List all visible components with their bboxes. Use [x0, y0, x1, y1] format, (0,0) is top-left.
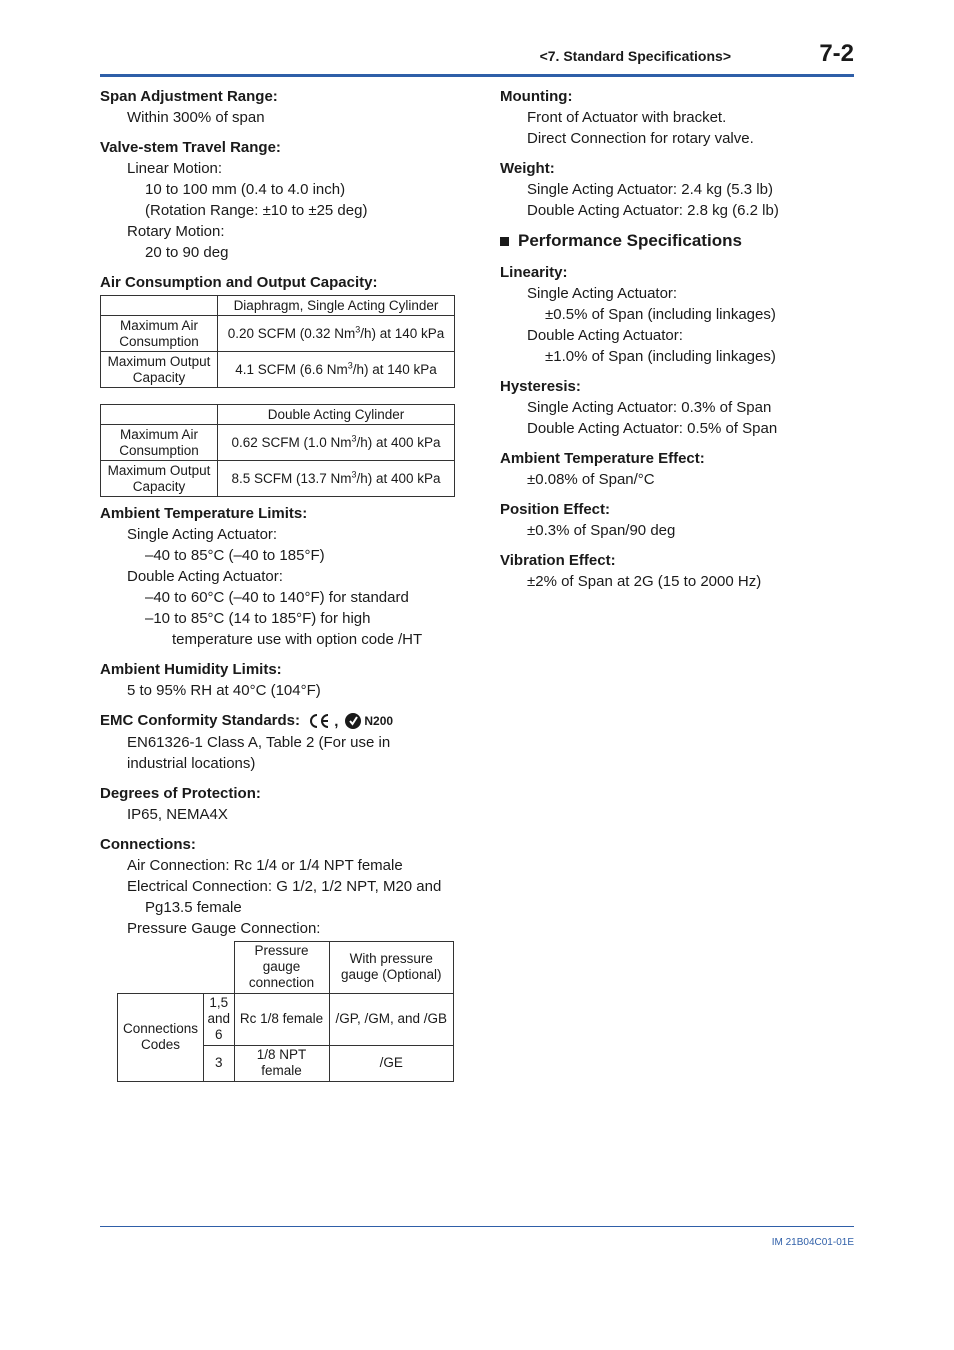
page-number: 7-2 — [819, 40, 854, 67]
position-effect-value: ±0.3% of Span/90 deg — [527, 522, 676, 539]
temp-single-value: –40 to 85°C (–40 to 185°F) — [145, 547, 325, 564]
position-effect-title: Position Effect: — [500, 501, 611, 518]
pressure-gauge-table — [117, 941, 454, 1082]
temp-double-value-2: –10 to 85°C (14 to 185°F) for high — [145, 610, 371, 627]
emc-title-line — [100, 710, 460, 732]
connections-title: Connections: — [100, 835, 196, 853]
col-header: With pressure gauge (Optional) — [329, 941, 454, 993]
temp-double-label: Double Acting Actuator: — [127, 568, 283, 585]
performance-title: Performance Specifications — [518, 231, 742, 250]
row-label: Maximum Output Capacity — [101, 461, 218, 497]
electrical-connection-2: Pg13.5 female — [145, 898, 242, 916]
travel-title: Valve-stem Travel Range: — [100, 139, 281, 156]
row-label: Maximum Air Consumption — [101, 316, 218, 352]
vibration-effect-title: Vibration Effect: — [500, 552, 616, 569]
double-acting-air-table — [100, 404, 455, 497]
mounting-title: Mounting: — [500, 88, 573, 105]
vibration-effect-value: ±2% of Span at 2G (15 to 2000 Hz) — [527, 573, 762, 590]
table-corner — [101, 296, 218, 316]
row-value: 0.20 SCFM (0.32 Nm$^3$/h) at 140 kPa — [218, 316, 455, 352]
ce-mark-icon — [308, 713, 330, 729]
row-label: Maximum Output Capacity — [101, 352, 218, 388]
code-cell: 1,5 and 6 — [204, 993, 235, 1045]
col-header: Pressure gauge connection — [234, 941, 329, 993]
linearity-double-label: Double Acting Actuator: — [527, 327, 683, 344]
temp-double-value-3: temperature use with option code /HT — [172, 631, 423, 648]
document-id: IM 21B04C01-01E — [771, 1237, 854, 1248]
row-label: Maximum Air Consumption — [101, 425, 218, 461]
linearity-single-label: Single Acting Actuator: — [527, 285, 678, 302]
span-title: Span Adjustment Range: — [100, 88, 278, 105]
mounting-line-1: Front of Actuator with bracket. — [527, 109, 727, 126]
emc-title: EMC Conformity Standards: — [100, 712, 301, 729]
mounting-line-2: Direct Connection for rotary valve. — [527, 130, 754, 147]
linearity-single-value: ±0.5% of Span (including linkages) — [545, 306, 776, 323]
linear-rotation: (Rotation Range: ±10 to ±25 deg) — [145, 202, 368, 219]
row-group-label: Connections Codes — [118, 993, 204, 1081]
row-value: 8.5 SCFM (13.7 Nm$^3$/h) at 400 kPa — [218, 461, 455, 497]
linearity-title: Linearity: — [500, 264, 568, 281]
humidity-value: 5 to 95% RH at 40°C (104°F) — [127, 682, 321, 699]
temp-limits-title: Ambient Temperature Limits: — [100, 505, 308, 522]
electrical-connection-1: Electrical Connection: G 1/2, 1/2 NPT, M20 and — [127, 877, 442, 895]
table-corner — [101, 405, 218, 425]
rotary-value: 20 to 90 deg — [145, 244, 229, 261]
connection-cell: 1/8 NPT female — [234, 1045, 329, 1081]
hysteresis-title: Hysteresis: — [500, 378, 581, 395]
linear-value: 10 to 100 mm (0.4 to 4.0 inch) — [145, 181, 346, 198]
emc-value-2: industrial locations) — [127, 754, 256, 772]
option-cell: /GP, /GM, and /GB — [329, 993, 454, 1045]
row-value: 4.1 SCFM (6.6 Nm$^3$/h) at 140 kPa — [218, 352, 455, 388]
performance-heading — [500, 229, 854, 253]
air-title: Air Consumption and Output Capacity: — [100, 274, 378, 291]
emc-separator: , — [334, 712, 339, 730]
protection-title: Degrees of Protection: — [100, 784, 261, 802]
span-value: Within 300% of span — [127, 109, 265, 126]
square-bullet-icon — [500, 237, 509, 246]
air-connection: Air Connection: Rc 1/4 or 1/4 NPT female — [127, 856, 403, 874]
rotary-label: Rotary Motion: — [127, 223, 225, 240]
hysteresis-single: Single Acting Actuator: 0.3% of Span — [527, 399, 772, 416]
right-column — [500, 86, 854, 592]
humidity-title: Ambient Humidity Limits: — [100, 661, 282, 678]
emc-value-1: EN61326-1 Class A, Table 2 (For use in — [127, 733, 391, 751]
connection-cell: Rc 1/8 female — [234, 993, 329, 1045]
weight-title: Weight: — [500, 160, 555, 177]
temp-effect-title: Ambient Temperature Effect: — [500, 450, 705, 467]
protection-value: IP65, NEMA4X — [127, 805, 228, 823]
left-column — [100, 86, 460, 1082]
linear-label: Linear Motion: — [127, 160, 223, 177]
gauge-connection-label: Pressure Gauge Connection: — [127, 919, 321, 937]
footer-rule — [100, 1226, 854, 1227]
option-cell: /GE — [329, 1045, 454, 1081]
temp-single-label: Single Acting Actuator: — [127, 526, 278, 543]
hysteresis-double: Double Acting Actuator: 0.5% of Span — [527, 420, 778, 437]
row-value: 0.62 SCFM (1.0 Nm$^3$/h) at 400 kPa — [218, 425, 455, 461]
section-header: <7. Standard Specifications> — [539, 48, 731, 64]
temp-effect-value: ±0.08% of Span/°C — [527, 471, 655, 488]
header-rule — [100, 74, 854, 77]
weight-double: Double Acting Actuator: 2.8 kg (6.2 lb) — [527, 202, 779, 219]
c-tick-mark-icon — [344, 712, 362, 730]
weight-single: Single Acting Actuator: 2.4 kg (5.3 lb) — [527, 181, 773, 198]
c-tick-code: N200 — [364, 713, 394, 728]
temp-double-value-1: –40 to 60°C (–40 to 140°F) for standard — [145, 589, 409, 606]
code-cell: 3 — [204, 1045, 235, 1081]
linearity-double-value: ±1.0% of Span (including linkages) — [545, 348, 776, 365]
single-acting-air-table — [100, 295, 455, 388]
table-header: Double Acting Cylinder — [218, 405, 455, 425]
table-header: Diaphragm, Single Acting Cylinder — [218, 296, 455, 316]
